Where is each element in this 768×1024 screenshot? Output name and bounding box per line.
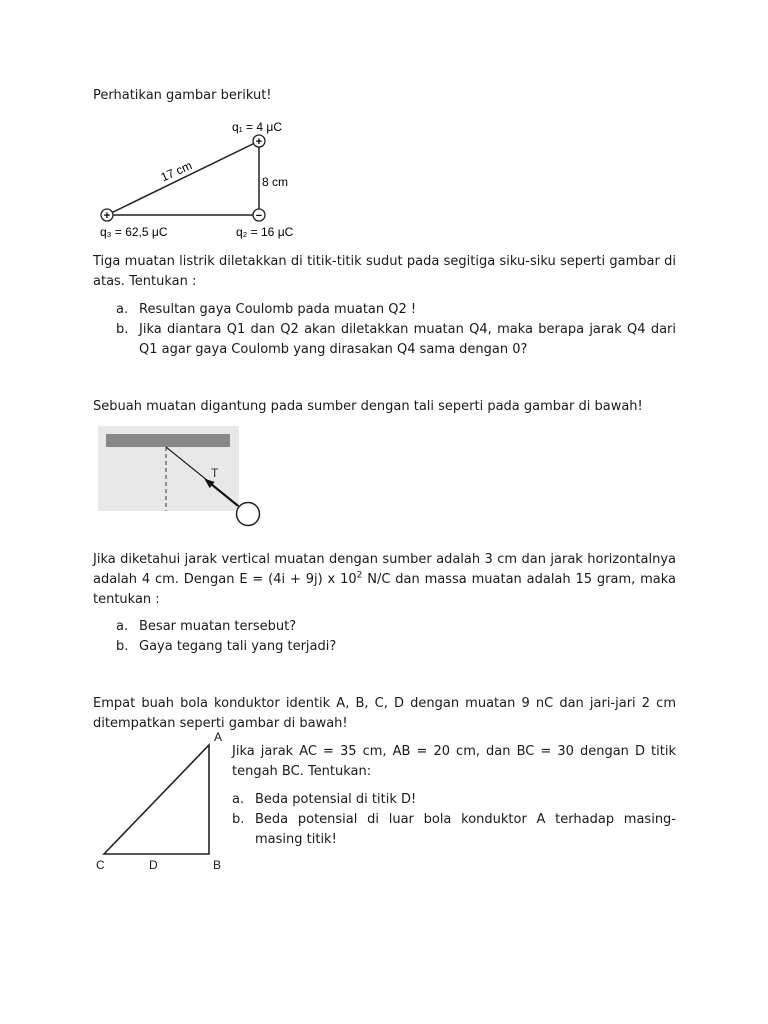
- list-item: [116, 637, 676, 657]
- vertical-side-label: 8 cm: [262, 175, 289, 189]
- hanging-charge-figure: [98, 426, 268, 531]
- plus-sign-icon: +: [255, 136, 263, 148]
- list-item: [116, 320, 676, 360]
- section1-description: Tiga muatan listrik diletakkan di titik-titik sudut pada segitiga siku-siku seperti gambar di atas. Tentukan :: [93, 254, 676, 289]
- list-marker: a.: [232, 792, 245, 807]
- q3-label: q₃ = 62,5 μC: [100, 225, 168, 239]
- triangle-charges-figure: [90, 110, 320, 245]
- list-item-text: Besar muatan tersebut?: [139, 619, 297, 634]
- section1-intro: Perhatikan gambar berikut!: [93, 88, 272, 103]
- section2-description-part1: Jika diketahui jarak vertical muatan dengan sumber adalah 3 cm dan jarak horizontalnya adalah 4 cm. Dengan E = (4i + 9j) x 10: [93, 552, 676, 587]
- tension-arrow-icon: [206, 480, 238, 506]
- hanging-charge-svg: [98, 426, 268, 531]
- list-item-text: Beda potensial di titik D!: [255, 792, 417, 807]
- list-marker: b.: [116, 322, 129, 337]
- list-item-text: Beda potensial di luar bola konduktor A terhadap masing-masing titik!: [255, 812, 676, 847]
- list-item: [232, 790, 676, 810]
- triangle-conductors-svg: [90, 728, 230, 874]
- list-marker: b.: [232, 812, 245, 827]
- exponent: 2: [356, 570, 363, 581]
- plus-sign-icon: +: [103, 210, 111, 222]
- tension-label: T: [211, 466, 219, 480]
- section2-intro: Sebuah muatan digantung pada sumber dengan tali seperti pada gambar di bawah!: [93, 399, 643, 414]
- list-item-text: Resultan gaya Coulomb pada muatan Q2 !: [139, 302, 417, 317]
- list-marker: a.: [116, 619, 129, 634]
- list-item-text: Jika diantara Q1 dan Q2 akan diletakkan muatan Q4, maka berapa jarak Q4 dari Q1 agar gaya Coulomb yang dirasakan Q4 sama dengan 0?: [139, 322, 676, 357]
- list-marker: b.: [116, 639, 129, 654]
- triangle-charges-svg: [90, 110, 320, 245]
- list-item: [116, 300, 676, 320]
- vertex-label-a: A: [214, 730, 223, 744]
- q2-label: q₂ = 16 μC: [236, 225, 294, 239]
- list-item: [116, 617, 676, 637]
- list-marker: a.: [116, 302, 129, 317]
- section2-description-part2: N/C dan massa muatan adalah 15 gram, maka tentukan :: [93, 572, 677, 607]
- right-triangle: [104, 745, 209, 854]
- hanging-charge-ball: [237, 503, 260, 526]
- hypotenuse-label: 17 cm: [158, 158, 195, 185]
- triangle-conductors-figure: [90, 728, 230, 874]
- hypotenuse-line: [107, 141, 259, 215]
- list-item-text: Gaya tegang tali yang terjadi?: [139, 639, 337, 654]
- point-label-d: D: [149, 858, 158, 872]
- list-item: [232, 810, 676, 850]
- minus-sign-icon: −: [255, 210, 263, 222]
- vertex-label-c: C: [96, 858, 105, 872]
- vertex-label-b: B: [213, 858, 222, 872]
- section3-intro: Empat buah bola konduktor identik A, B, C, D dengan muatan 9 nC dan jari-jari 2 cm ditempatkan seperti gambar di bawah!: [93, 696, 676, 731]
- q1-label: q₁ = 4 μC: [232, 120, 282, 134]
- section3-description: Jika jarak AC = 35 cm, AB = 20 cm, dan BC = 30 dengan D titik tengah BC. Tentukan:: [232, 744, 676, 779]
- section2-description: [93, 550, 676, 610]
